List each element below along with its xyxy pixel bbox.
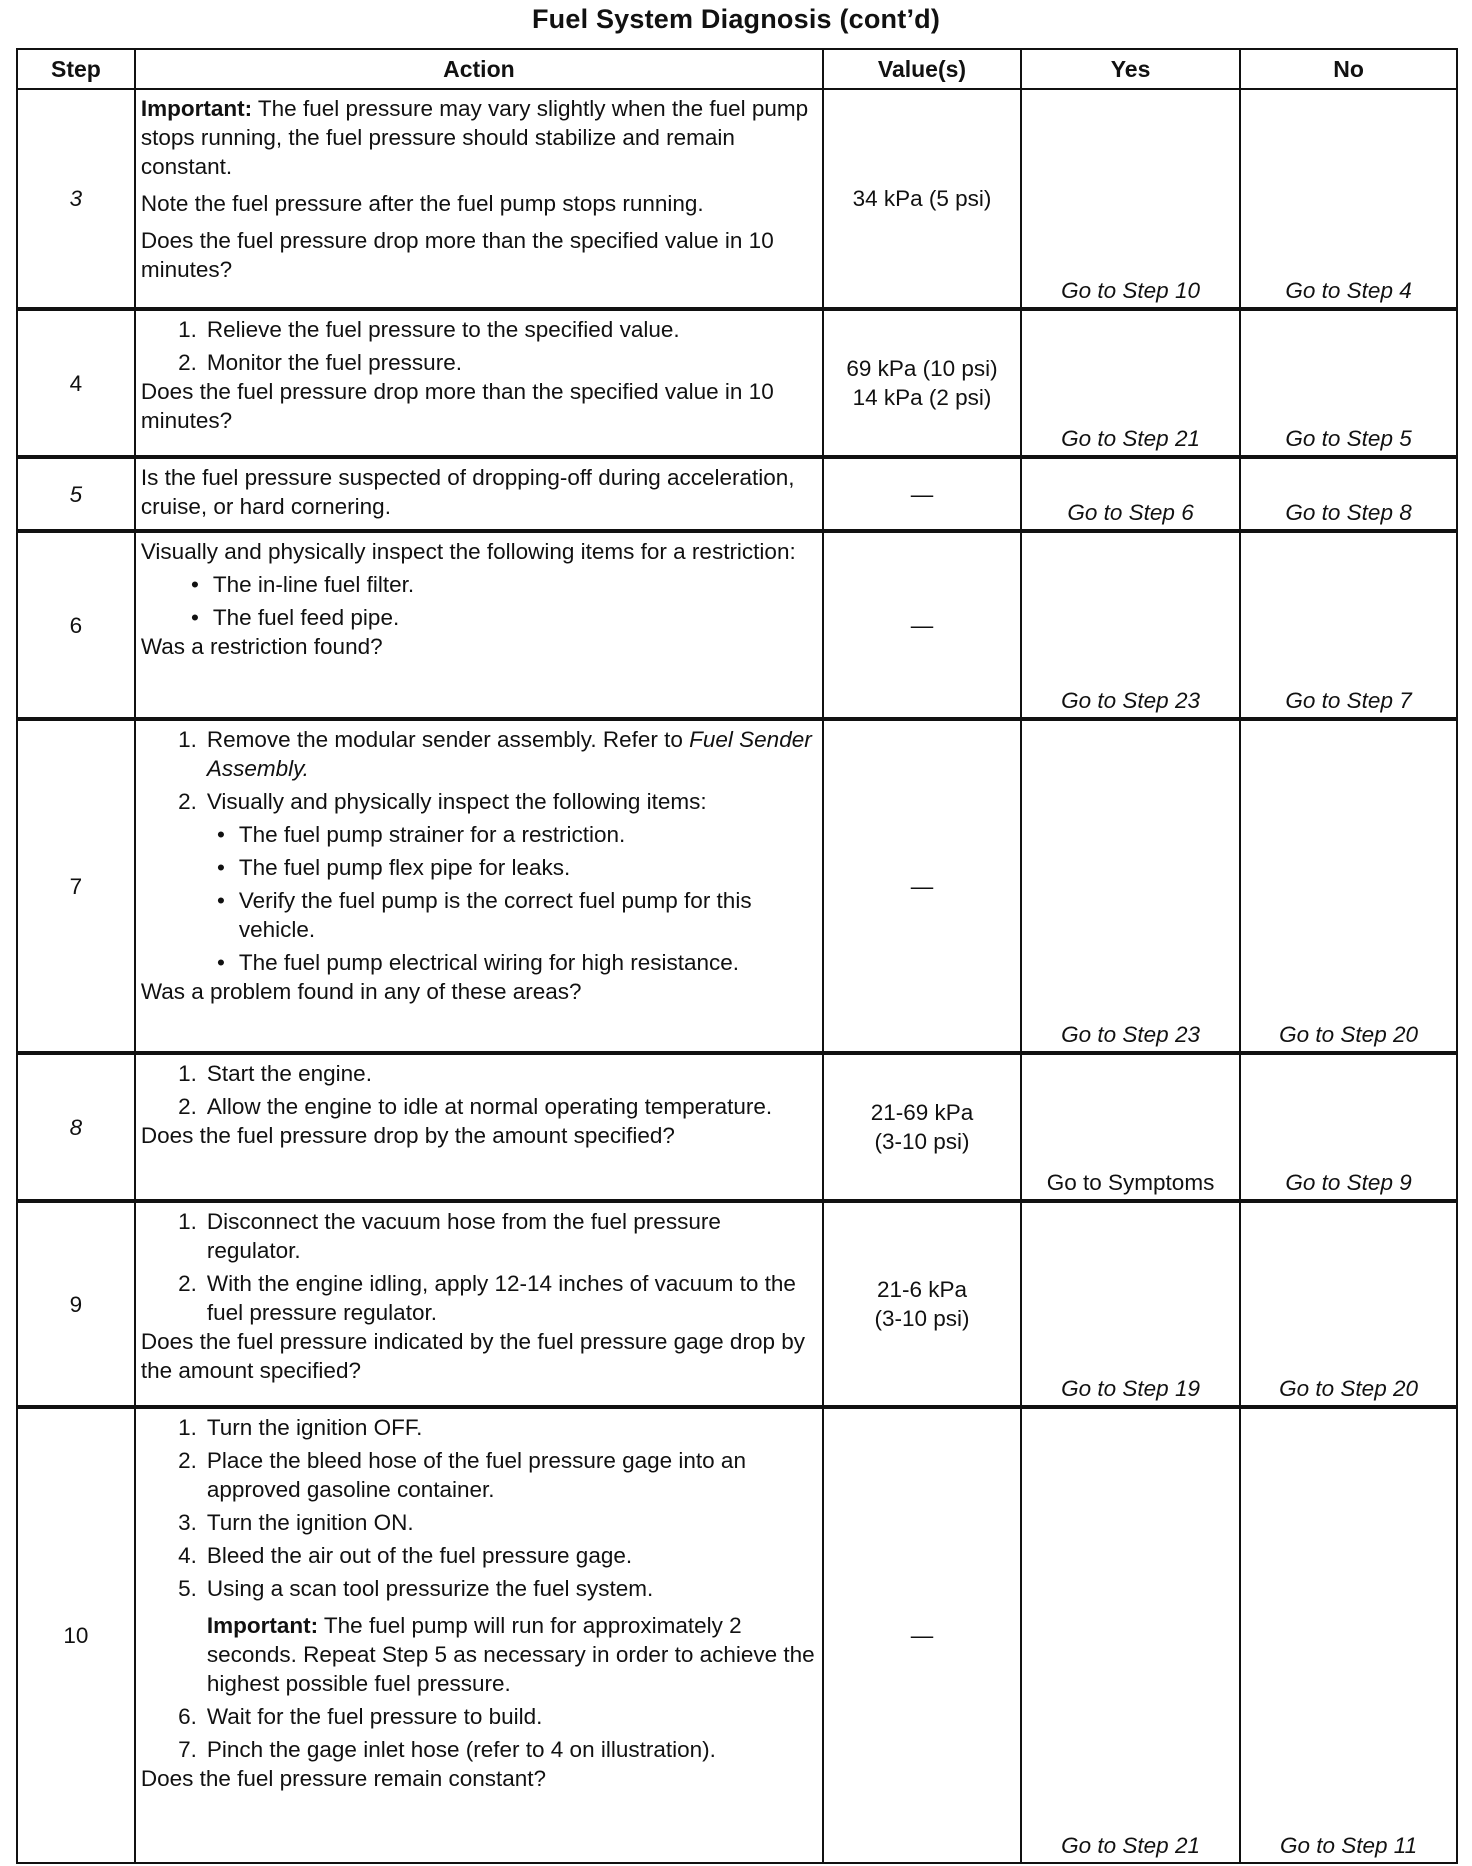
header-step: Step [17, 49, 135, 89]
list-item-text: Remove the modular sender assembly. Refer to [206, 727, 690, 752]
action-cell [135, 309, 823, 457]
important-note [141, 1611, 816, 1698]
action-question: Was a problem found in any of these areas? [140, 979, 582, 1004]
value-cell [823, 89, 1021, 309]
header-no: No [1240, 49, 1457, 89]
no-cell: Go to Step 20 [1240, 719, 1457, 1053]
step-label: 10 [63, 1623, 89, 1648]
table-row [17, 89, 1457, 309]
action-cell [135, 1201, 823, 1407]
action-cell [135, 89, 823, 309]
bullet-text: The fuel pump flex pipe for leaks. [238, 855, 571, 880]
step-number [17, 1407, 135, 1863]
yes-cell: Go to Step 23 [1021, 719, 1240, 1053]
value-text: 14 kPa (2 psi) [852, 385, 992, 410]
header-action: Action [135, 49, 823, 89]
action-question: Does the fuel pressure indicated by the fuel pressure gage drop by the amount specified? [140, 1329, 805, 1383]
list-item: 2. Monitor the fuel pressure. [141, 348, 816, 377]
table-row [17, 719, 1457, 1053]
table-row [17, 1201, 1457, 1407]
value-text: (3-10 psi) [874, 1306, 970, 1331]
list-item-text: Turn the ignition OFF. [206, 1415, 423, 1440]
list-item: 1. Relieve the fuel pressure to the specified value. [141, 315, 816, 344]
step-label: 3 [69, 186, 83, 211]
no-cell: Go to Step 9 [1240, 1053, 1457, 1201]
action-cell [135, 719, 823, 1053]
list-item: 5. Using a scan tool pressurize the fuel system. [141, 1574, 816, 1603]
step-label: 6 [69, 612, 83, 638]
yes-cell: Go to Step 21 [1021, 1407, 1240, 1863]
step-number [17, 457, 135, 531]
yes-cell: Go to Step 23 [1021, 531, 1240, 719]
list-item: 2. Allow the engine to idle at normal operating temperature. [141, 1092, 816, 1121]
step-label: 8 [69, 1114, 83, 1140]
no-cell: Go to Step 4 [1240, 89, 1457, 309]
no-cell: Go to Step 8 [1240, 457, 1457, 531]
list-item-text: Turn the ignition ON. [206, 1510, 414, 1535]
page-title: Fuel System Diagnosis (cont’d) [531, 4, 941, 34]
step-label: 7 [69, 873, 83, 899]
yes-cell: Go to Step 21 [1021, 309, 1240, 457]
no-cell: Go to Step 11 [1240, 1407, 1457, 1863]
list-item: 2. Place the bleed hose of the fuel pressure gage into an approved gasoline container. [141, 1446, 816, 1504]
value-text: 69 kPa (10 psi) [846, 356, 998, 381]
value-cell [823, 457, 1021, 531]
table-row [17, 309, 1457, 457]
action-question: Does the fuel pressure drop more than the specified value in 10 minutes? [140, 228, 774, 282]
bullet-item: • Verify the fuel pump is the correct fuel pump for this vehicle. [141, 886, 816, 944]
list-item: 1. Disconnect the vacuum hose from the fuel pressure regulator. [141, 1207, 816, 1265]
action-cell [135, 1407, 823, 1863]
list-item: 2. Visually and physically inspect the following items: [141, 787, 816, 816]
list-item: 4. Bleed the air out of the fuel pressure gage. [141, 1541, 816, 1570]
value-text: 34 kPa (5 psi) [852, 186, 992, 211]
important-label: Important: [206, 1613, 319, 1638]
header-yes: Yes [1021, 49, 1240, 89]
action-question: Was a restriction found? [140, 634, 383, 659]
important-text: The fuel pressure may vary slightly when the fuel pump stops running, the fuel pressure should stabilize and remain constant. [140, 96, 809, 179]
bullet-text: The fuel feed pipe. [212, 605, 400, 630]
step-number [17, 719, 135, 1053]
step-number [17, 1201, 135, 1407]
action-question: Does the fuel pressure drop by the amount specified? [140, 1123, 675, 1148]
header-values: Value(s) [823, 49, 1021, 89]
list-item-text: Allow the engine to idle at normal operating temperature. [206, 1094, 773, 1119]
value-dash: — [910, 612, 934, 638]
list-item-text: Disconnect the vacuum hose from the fuel pressure regulator. [206, 1209, 721, 1263]
table-row [17, 457, 1457, 531]
list-item-text: Wait for the fuel pressure to build. [206, 1704, 543, 1729]
important-label: Important: [140, 96, 253, 121]
list-item: 6. Wait for the fuel pressure to build. [141, 1702, 816, 1731]
yes-cell: Go to Step 6 [1021, 457, 1240, 531]
no-cell: Go to Step 20 [1240, 1201, 1457, 1407]
table-row [17, 531, 1457, 719]
bullet-item: • The fuel pump strainer for a restriction. [216, 822, 626, 847]
list-item-text: Bleed the air out of the fuel pressure gage. [206, 1543, 633, 1568]
yes-cell: Go to Step 10 [1021, 89, 1240, 309]
action-intro: Visually and physically inspect the following items for a restriction: [140, 539, 796, 564]
value-dash: — [910, 1623, 934, 1648]
table-row [17, 1053, 1457, 1201]
list-item-text: Pinch the gage inlet hose (refer to 4 on illustration). [206, 1737, 716, 1762]
table-header-row [17, 49, 1457, 89]
list-item: 3. Turn the ignition ON. [141, 1508, 816, 1537]
reference-link: Fuel Sender Assembly. [206, 727, 812, 781]
value-dash: — [910, 481, 934, 507]
list-item-text: Start the engine. [206, 1061, 372, 1086]
important-note [141, 94, 816, 181]
list-item: 1. Turn the ignition OFF. [141, 1413, 816, 1442]
step-label: 9 [69, 1291, 83, 1317]
step-label: 4 [69, 370, 83, 396]
list-item-text: Place the bleed hose of the fuel pressure gage into an approved gasoline container. [206, 1448, 746, 1502]
action-question: Does the fuel pressure drop more than the specified value in 10 minutes? [140, 379, 774, 433]
step-label: 5 [69, 481, 83, 507]
bullet-text: Verify the fuel pump is the correct fuel pump for this vehicle. [238, 888, 752, 942]
no-cell: Go to Step 5 [1240, 309, 1457, 457]
step-number [17, 89, 135, 309]
list-item-text: Relieve the fuel pressure to the specified value. [206, 317, 680, 342]
list-item-text: Using a scan tool pressurize the fuel system. [206, 1576, 654, 1601]
list-item: 2. With the engine idling, apply 12-14 inches of vacuum to the fuel pressure regulator. [141, 1269, 816, 1327]
value-cell [823, 719, 1021, 1053]
bullet-item: • The fuel pump flex pipe for leaks. [216, 855, 571, 880]
bullet-item: • The in-line fuel filter. [190, 572, 415, 597]
diagnosis-table [16, 48, 1458, 1864]
action-question: Does the fuel pressure remain constant? [140, 1766, 547, 1791]
bullet-text: The fuel pump strainer for a restriction. [238, 822, 626, 847]
step-number [17, 531, 135, 719]
list-item: 7. Pinch the gage inlet hose (refer to 4 on illustration). [141, 1735, 816, 1764]
step-number [17, 1053, 135, 1201]
bullet-item: • The fuel pump electrical wiring for high resistance. [216, 950, 740, 975]
value-text: 21-69 kPa [870, 1100, 974, 1125]
step-number [17, 309, 135, 457]
table-row [17, 1407, 1457, 1863]
important-text: The fuel pump will run for approximately 2 seconds. Repeat Step 5 as necessary in order to achieve the highest possible fuel pressure. [206, 1613, 815, 1696]
value-cell [823, 1201, 1021, 1407]
list-item: 1. Start the engine. [141, 1059, 816, 1088]
action-cell [135, 531, 823, 719]
value-cell [823, 531, 1021, 719]
action-cell [135, 457, 823, 531]
yes-cell: Go to Symptoms [1021, 1053, 1240, 1201]
list-item: 1. Remove the modular sender assembly. Refer to Fuel Sender Assembly. [178, 727, 812, 781]
action-note: Note the fuel pressure after the fuel pump stops running. [140, 191, 704, 216]
yes-cell: Go to Step 19 [1021, 1201, 1240, 1407]
list-item-text: Monitor the fuel pressure. [206, 350, 462, 375]
bullet-text: The in-line fuel filter. [212, 572, 415, 597]
value-dash: — [910, 873, 934, 899]
value-cell [823, 1407, 1021, 1863]
list-item-text: With the engine idling, apply 12-14 inches of vacuum to the fuel pressure regulator. [206, 1271, 796, 1325]
value-cell [823, 309, 1021, 457]
no-cell: Go to Step 7 [1240, 531, 1457, 719]
value-text: (3-10 psi) [874, 1129, 970, 1154]
list-item-text: Visually and physically inspect the following items: [206, 789, 707, 814]
action-question: Is the fuel pressure suspected of dropping-off during acceleration, cruise, or hard cornering. [140, 465, 795, 519]
value-text: 21-6 kPa [876, 1277, 968, 1302]
value-cell [823, 1053, 1021, 1201]
bullet-item: • The fuel feed pipe. [190, 605, 400, 630]
bullet-text: The fuel pump electrical wiring for high resistance. [238, 950, 740, 975]
action-cell [135, 1053, 823, 1201]
